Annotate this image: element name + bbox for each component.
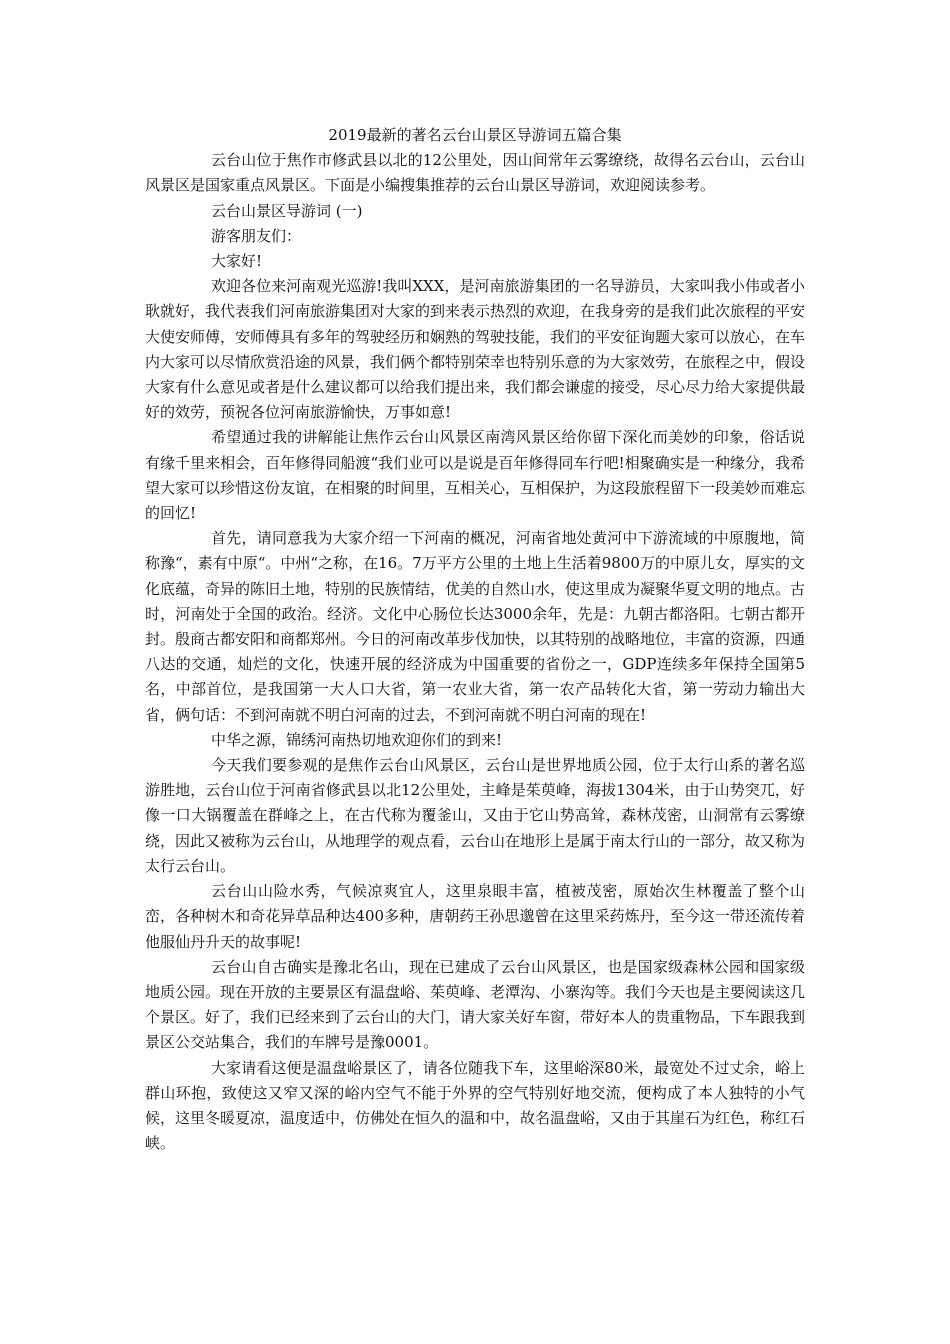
document-title: 2019最新的著名云台山景区导游词五篇合集 [328, 126, 622, 144]
body-paragraph: 中华之源，锦绣河南热切地欢迎你们的到来! [211, 730, 503, 749]
body-paragraph: 欢迎各位来河南观光巡游!我叫XXX，是河南旅游集团的一名导游员，大家叫我小伟或者小耿就好，我代表我们河南旅游集团对大家的到来表示热烈的欢迎，在我身旁的是我们此次旅程的平安大使安师傅，安师傅具有多年的驾驶经历和娴熟的驾驶技能，我们的平安征询题大家可以放心，在车内大家可以尽情欣赏沿途的风景，我们俩个都特别荣幸也特别乐意的为大家效劳，在旅程之中，假设大家有什么意见或者是什么建议都可以给我们提出来，我们都会谦虚的接受，尽心尽力给大家提供最好的效劳，预祝各位河南旅游愉快，万事如意! [145, 277, 806, 422]
document-body [145, 123, 805, 1156]
section-heading: 云台山景区导游词 (一) [211, 201, 363, 220]
greeting-line: 游客朋友们： [211, 226, 302, 245]
body-paragraph: 首先，请同意我为大家介绍一下河南的概况，河南省地处黄河中下游流域的中原腹地，简称豫“，素有中原“。中州“之称，在16。7万平方公里的土地上生活着9800万的中原儿女，厚实的文化底蕴，奇异的陈旧土地，特别的民族情结，优美的自然山水，使这里成为凝聚华夏文明的地点。古时，河南处于全国的政治。经济。文化中心肠位长达3000余年，先是：九朝古都洛阳。七朝古都开封。殷商古都安阳和商都郑州。今日的河南改革步伐加快，以其特别的战略地位，丰富的资源，四通八达的交通，灿烂的文化，快速开展的经济成为中国重要的省份之一，GDP连续多年保持全国第5名，中部首位，是我国第一大人口大省，第一农业大省，第一农产品转化大省，第一劳动力输出大省，俩句话：不到河南就不明白河南的过去，不到河南就不明白河南的现在! [145, 529, 806, 724]
intro-paragraph: 云台山位于焦作市修武县以北的12公里处，因山间常年云雾缭绕，故得名云台山，云台山风景区是国家重点风景区。下面是小编搜集推荐的云台山景区导游词，欢迎阅读参考。 [145, 151, 805, 195]
greeting-line: 大家好! [211, 252, 263, 271]
body-paragraph: 今天我们要参观的是焦作云台山风景区，云台山是世界地质公园，位于太行山系的著名巡游胜地，云台山位于河南省修武县以北12公里处，主峰是茱萸峰，海拔1304米，由于山势突兀，好像一口大锅覆盖在群峰之上，在古代称为覆釜山，又由于它山势高耸，森林茂密，山洞常有云雾缭绕，因此又被称为云台山，从地理学的观点看，云台山在地形上是属于南太行山的一部分，故又称为太行云台山。 [145, 756, 806, 875]
body-paragraph: 云台山自古确实是豫北名山，现在已建成了云台山风景区，也是国家级森林公园和国家级地质公园。现在开放的主要景区有温盘峪、茱萸峰、老潭沟、小寨沟等。我们今天也是主要阅读这几个景区。好了，我们已经来到了云台山的大门，请大家关好车窗，带好本人的贵重物品，下车跟我到景区公交站集合，我们的车牌号是豫0001。 [145, 957, 806, 1052]
body-paragraph: 云台山山险水秀，气候凉爽宜人，这里泉眼丰富，植被茂密，原始次生林覆盖了整个山峦，各种树木和奇花异草品种达400多种，唐朝药王孙思邈曾在这里采药炼丹，至今这一带还流传着他服仙丹升天的故事呢! [145, 882, 805, 951]
body-paragraph: 大家请看这便是温盘峪景区了，请各位随我下车，这里峪深80米，最宽处不过丈余，峪上群山环抱，致使这又窄又深的峪内空气不能于外界的空气特别好地交流，便构成了本人独特的小气候，这里冬暖夏凉，温度适中，仿佛处在恒久的温和中，故名温盘峪，又由于其崖石为红色，称红石峡。 [145, 1058, 806, 1153]
body-paragraph: 希望通过我的讲解能让焦作云台山风景区南湾风景区给你留下深化而美妙的印象，俗话说有缘千里来相会，百年修得同船渡“我们业可以是说是百年修得同车行吧!相聚确实是一种缘分，我希望大家可以珍惜这份友谊，在相聚的时间里，互相关心，互相保护，为这段旅程留下一段美妙而难忘的回忆! [145, 428, 806, 523]
